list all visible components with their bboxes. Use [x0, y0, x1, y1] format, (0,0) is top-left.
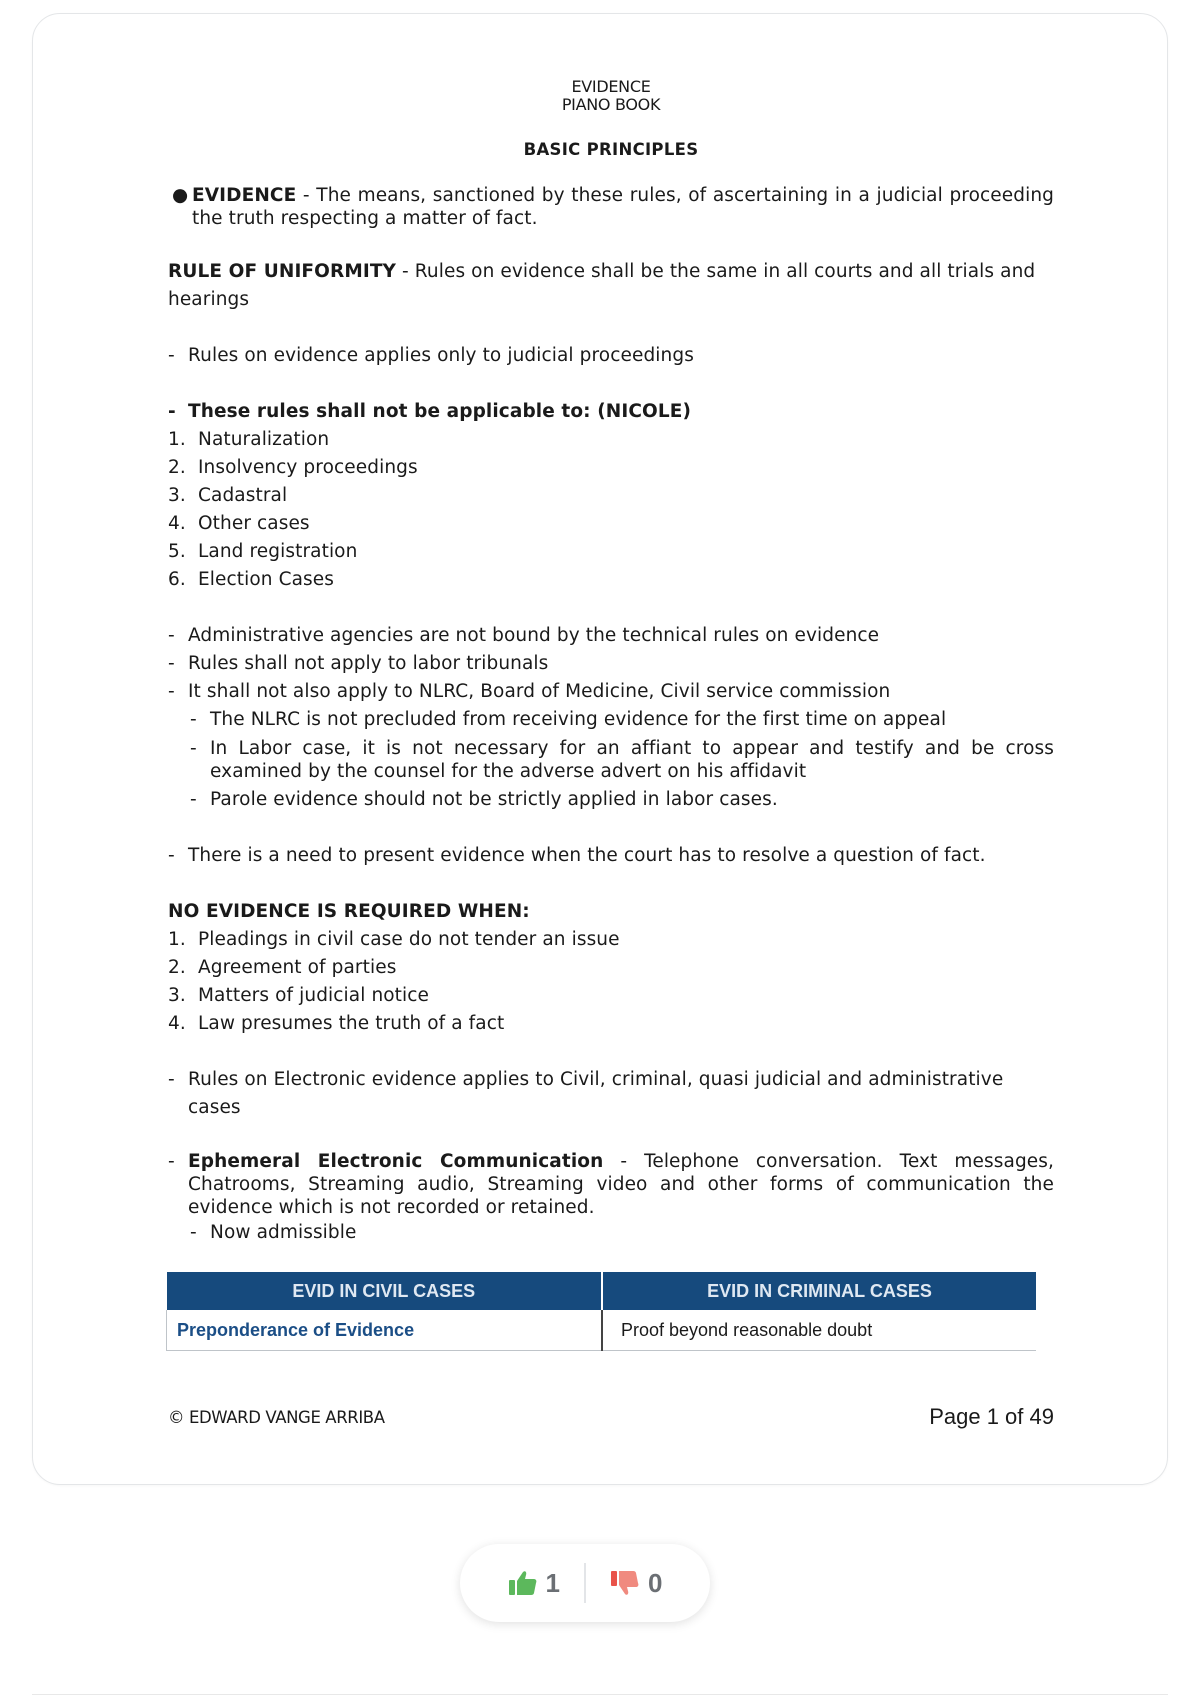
bullet-icon: ● — [172, 185, 189, 206]
section-title: BASIC PRINCIPLES — [523, 140, 699, 159]
list-item: 4. Other cases — [168, 513, 310, 534]
ephemeral-subitem: - Now admissible — [190, 1222, 357, 1243]
vote-widget — [460, 1544, 710, 1622]
doc-header-line2: PIANO BOOK — [561, 95, 661, 114]
list-item: - It shall not also apply to NLRC, Board of Medicine, Civil service commission — [168, 681, 891, 702]
uniformity-text: - Rules on evidence shall be the same in all courts and all trials and hearings — [168, 261, 1036, 310]
list-item: 5. Land registration — [168, 541, 358, 562]
applies-only-item: - Rules on evidence applies only to judicial proceedings — [168, 345, 694, 366]
list-item: - The NLRC is not precluded from receiving evidence for the first time on appeal — [190, 709, 947, 730]
evidence-definition — [168, 184, 1054, 230]
list-item: - In Labor case, it is not necessary for an affiant to appear and testify and be cross examined by the counsel for the adverse advert on his affidavit — [190, 738, 1054, 782]
table-cell-civil: Preponderance of Evidence — [167, 1310, 603, 1351]
downvote-button[interactable] — [586, 1568, 686, 1599]
list-item: 2. Insolvency proceedings — [168, 457, 418, 478]
list-item: 2. Agreement of parties — [168, 957, 397, 978]
upvote-count: 1 — [545, 1567, 560, 1598]
footer-page-number: Page 1 of 49 — [929, 1404, 1054, 1429]
electronic-evidence-item: - Rules on Electronic evidence applies to Civil, criminal, quasi judicial and administrative cases — [168, 1069, 1004, 1118]
no-evidence-heading: NO EVIDENCE IS REQUIRED WHEN: — [168, 901, 530, 922]
uniformity-rule — [168, 258, 1054, 314]
table-cell-criminal: Proof beyond reasonable doubt — [602, 1310, 1036, 1351]
doc-header-line1: EVIDENCE — [571, 77, 651, 96]
list-item: 1. Pleadings in civil case do not tender an issue — [168, 929, 620, 950]
table-header-criminal: EVID IN CRIMINAL CASES — [602, 1272, 1036, 1310]
list-item: 4. Law presumes the truth of a fact — [168, 1013, 505, 1034]
admin-points — [168, 622, 1054, 814]
list-item: 3. Matters of judicial notice — [168, 985, 430, 1006]
list-item: 6. Election Cases — [168, 569, 335, 590]
nicole-list — [168, 426, 1054, 594]
thumbs-up-icon — [508, 1569, 538, 1597]
no-evidence-list — [168, 926, 1054, 1038]
table-header-row — [167, 1272, 1037, 1310]
evidence-term: EVIDENCE — [192, 185, 297, 206]
ephemeral-item: - Ephemeral Electronic Communication - Telephone conversation. Text messages, Chatrooms, Streaming audio, Streaming video and other forms of communication the evidence which is not recorded or retained. — [168, 1151, 1054, 1218]
doc-header — [168, 78, 1054, 114]
list-item: 3. Cadastral — [168, 485, 288, 506]
table-header-civil: EVID IN CIVIL CASES — [167, 1272, 603, 1310]
uniformity-term: RULE OF UNIFORMITY — [168, 261, 397, 282]
list-item: - Parole evidence should not be strictly applied in labor cases. — [190, 789, 778, 810]
table-row — [167, 1310, 1037, 1351]
not-applicable-heading: - These rules shall not be applicable to: (NICOLE) — [168, 401, 692, 422]
divider-line — [32, 1694, 1168, 1695]
downvote-count: 0 — [648, 1567, 663, 1598]
ephemeral-term: Ephemeral Electronic Communication — [188, 1151, 604, 1172]
list-item: - Administrative agencies are not bound by the technical rules on evidence — [168, 625, 880, 646]
thumbs-down-icon — [610, 1569, 640, 1597]
evidence-text: - The means, sanctioned by these rules, of ascertaining in a judicial proceeding the truth respecting a matter of fact. — [192, 185, 1054, 229]
list-item: 1. Naturalization — [168, 429, 330, 450]
ephemeral-text: - Telephone conversation. Text messages, Chatrooms, Streaming audio, Streaming video and other forms of communication the evidence which is not recorded or retained. — [188, 1151, 1054, 1218]
comparison-table — [166, 1272, 1036, 1351]
list-item: - Rules shall not apply to labor tribunals — [168, 653, 549, 674]
document-page — [168, 78, 1054, 1247]
footer-author: © EDWARD VANGE ARRIBA — [168, 1408, 385, 1427]
need-present-item: - There is a need to present evidence when the court has to resolve a question of fact. — [168, 845, 986, 866]
upvote-button[interactable] — [484, 1568, 584, 1599]
